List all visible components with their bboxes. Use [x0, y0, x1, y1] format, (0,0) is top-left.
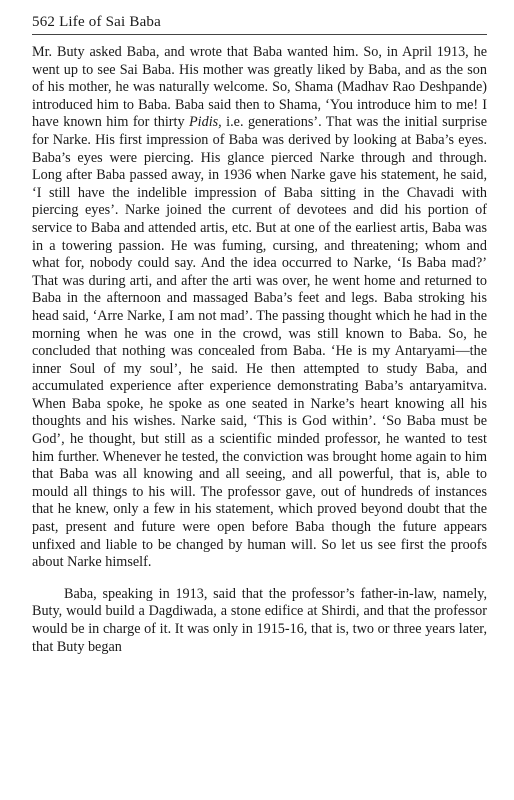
running-header	[32, 12, 487, 35]
paragraph-2	[32, 586, 487, 656]
paragraph-1	[32, 44, 487, 572]
body-text	[32, 44, 487, 656]
italic-term-pidis: Pidis,	[189, 114, 222, 131]
book-title: Life of Sai Baba	[59, 14, 161, 30]
page-number: 562	[32, 14, 56, 30]
paragraph-1-part-1: Mr. Buty asked Baba, and wrote that Baba wanted him. So, in April 1913, he went up to see Sai Baba. His mother was greatly liked by Baba, and as the son of his mother, he was naturally welcome. So, Shama (Madhav Rao Deshpande) introduced him to Baba. Baba said then to Shama, ‘You introduce him to me! I have known him for thirty	[32, 44, 487, 131]
paragraph-2-text: Baba, speaking in 1913, said that the professor’s father-in-law, namely, Buty, would build a Dagdiwada, a stone edifice at Shirdi, and that the professor would be in charge of it. It was only in 1915-16, that is, two or three years later, that Buty began	[32, 585, 487, 655]
paragraph-1-part-2: i.e. generations’. That was the initial surprise for Narke. His first impression of Baba was derived by looking at Baba’s eyes. Baba’s eyes were piercing. His glance pierced Narke through and through. Long after Baba passed away, in 1936 when Narke gave his statement, he said, ‘I still have the indelible impression of Baba sitting in the Chavadi with piercing eyes’. Narke joined the current of devotees and did his portion of service to Baba and attended artis, etc. But at one of the earliest artis, Baba was in a towering passion. He was fuming, cursing, and threatening; whom and what for, nobody could say. And the idea occurred to Narke, ‘Is Baba mad?’ That was during arti, and after the arti was over, he went home and returned to Baba in the afternoon and massaged Baba’s feet and legs. Baba stroking his head said, ‘Arre Narke, I am not mad’. The passing thought which he had in the morning when he was one in the crowd, was still known to Baba. So, he concluded that nothing was concealed from Baba. ‘He is my Antaryami—the inner Soul of my soul’, he said. He then attempted to study Baba, and accumulated experience after experience demonstrating Baba’s antaryamitva. When Baba spoke, he spoke as one seated in Narke’s heart knowing all his thoughts and his wishes. Narke said, ‘This is God within’. ‘So Baba must be God’, he thought, but still as a scientific minded professor, he wanted to test him further. Whenever he tested, the conviction was brought home again to him that Baba was all knowing and all seeing, and all powerful, that is, able to mould all things to his will. The professor gave, out of hundreds of instances that he knew, only a few in his statement, which proved beyond doubt that the past, present and future were open before Baba though the future appears unfixed and liable to be changed by human will. So let us see first the proofs about Narke himself.	[32, 114, 488, 571]
